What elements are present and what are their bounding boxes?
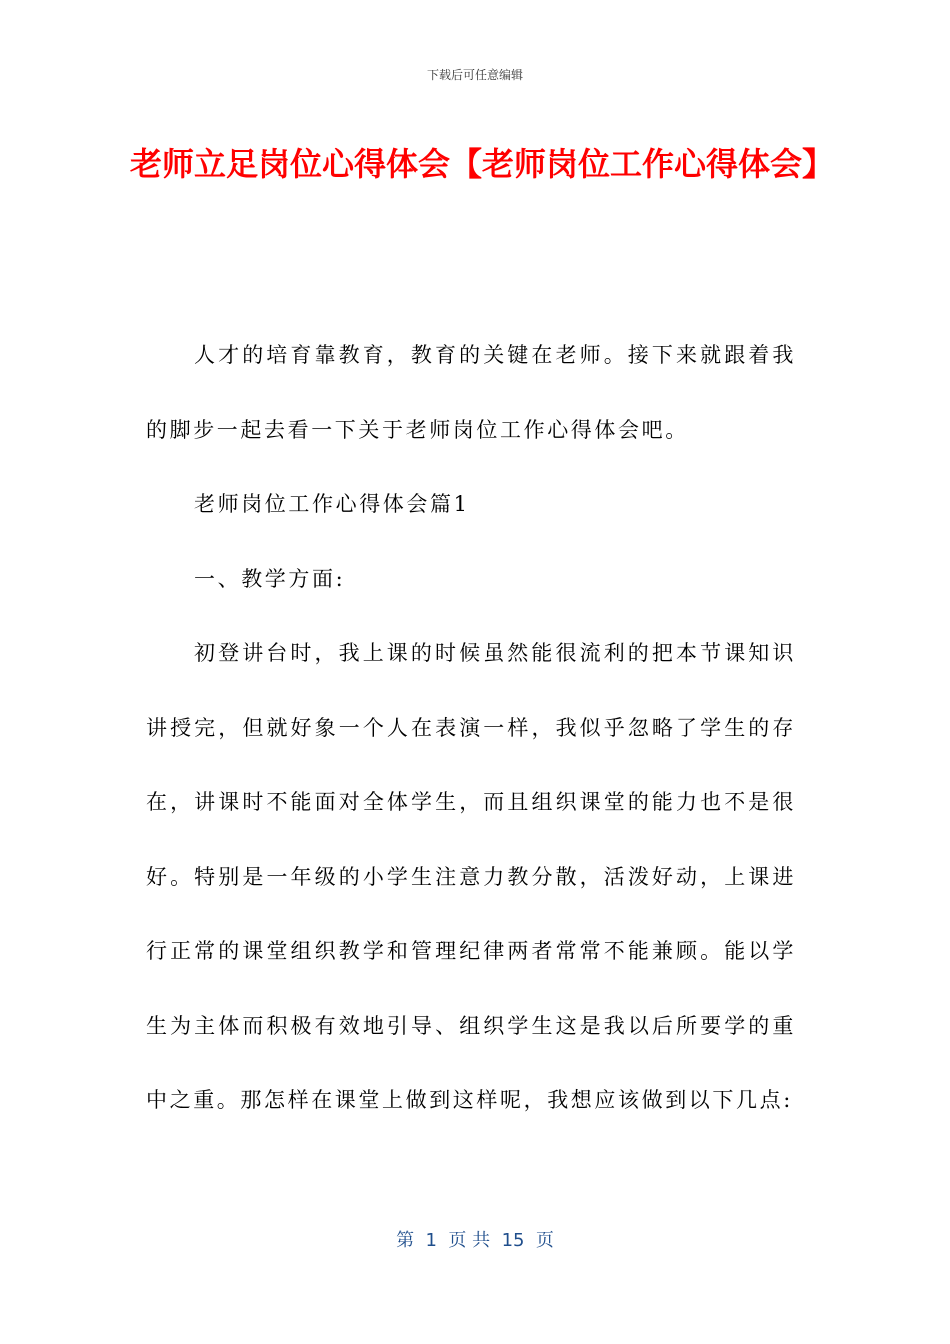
header-note: 下载后可任意编辑 (426, 68, 523, 82)
document-title: 老师立足岗位心得体会【老师岗位工作心得体会】 (130, 145, 835, 183)
paragraph-teaching: 初登讲台时，我上课的时候虽然能很流利的把本节课知识讲授完，但就好象一个人在表演一样，我似乎忽略了学生的存在，讲课时不能面对全体学生，而且组织课堂的能力也不是很好。特别是一年级的小学生注意力教分散，活泼好动，上课进行正常的课堂组织教学和管理纪律两者常常不能兼顾。能以学生为主体而积极有效地引导、组织学生这是我以后所要学的重中之重。那怎样在课堂上做到这样呢，我想应该做到以下几点: (146, 641, 796, 1112)
paragraph-section-heading: 老师岗位工作心得体会篇1 (194, 492, 470, 516)
document-body (146, 318, 796, 1138)
page-number-footer: 第 1 页 共 15 页 (396, 1230, 554, 1251)
paragraph-intro: 人才的培育靠教育，教育的关键在老师。接下来就跟着我的脚步一起去看一下关于老师岗位工作心得体会吧。 (146, 343, 796, 442)
paragraph-subheading: 一、教学方面: (194, 566, 346, 591)
